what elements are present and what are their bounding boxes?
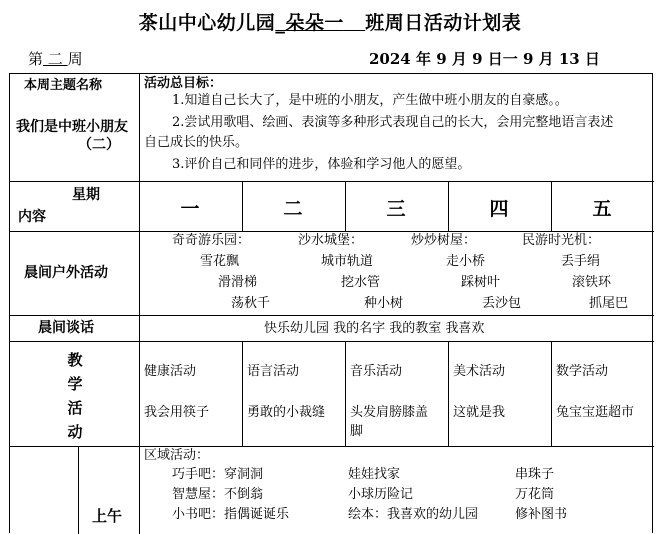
outdoor-item: 走小桥 — [446, 254, 486, 269]
weekday-label: 星期 — [72, 187, 100, 203]
subject-math: 数学活动 — [556, 364, 609, 379]
theme-sub: （二） — [78, 137, 120, 153]
theme-label: 本周主题名称 — [24, 78, 103, 93]
area-item: 小球历险记 — [348, 487, 414, 502]
outdoor-item: 雪花飘 — [200, 254, 240, 269]
area-item: 万花筒 — [515, 487, 555, 502]
subject-health: 健康活动 — [144, 364, 197, 379]
goal-3: 3.评价自己和同伴的进步，体验和学习他人的愿望。 — [172, 157, 471, 172]
subject-language: 语言活动 — [247, 364, 300, 379]
content-label: 内容 — [18, 209, 46, 225]
talk-label: 晨间谈话 — [38, 320, 94, 336]
area-item: 智慧屋：不倒翁 — [172, 487, 264, 502]
talk-content: 快乐幼儿园 我的名字 我的教室 我喜欢 — [264, 321, 485, 336]
goals-label: 活动总目标： — [144, 76, 223, 91]
outdoor-item: 抓尾巴 — [589, 296, 629, 311]
area-item: 娃娃找家 — [348, 467, 401, 482]
area-item: 串珠子 — [515, 467, 555, 482]
outdoor-area-3: 炒炒树屋： — [411, 233, 477, 248]
morning-label: 上午 — [92, 507, 123, 525]
area-label: 区域活动： — [144, 448, 210, 463]
activity-name: 这就是我 — [453, 405, 506, 420]
week-number: 第 二 周 — [28, 50, 83, 68]
area-item: 绘本：我喜欢的幼儿园 — [348, 507, 479, 522]
activity-name: 头发肩膀膝盖 — [350, 405, 429, 420]
theme-name: 我们是中班小朋友 — [16, 119, 128, 135]
activity-name-cont: 脚 — [350, 424, 364, 439]
day-wednesday: 三 — [386, 198, 406, 220]
outdoor-item: 荡秋千 — [231, 296, 271, 311]
goal-2a: 2.尝试用歌唱、绘画、表演等多种形式表现自己的长大，会用完整地语言表述 — [172, 115, 614, 130]
activity-name: 兔宝宝逛超市 — [556, 405, 635, 420]
area-item: 巧手吧：穿洞洞 — [172, 467, 264, 482]
outdoor-item: 踩树叶 — [461, 275, 501, 290]
outdoor-area-1: 奇奇游乐园： — [172, 233, 251, 248]
title-class: _朵朵一 — [275, 12, 344, 34]
day-friday: 五 — [592, 198, 612, 220]
date-range: 2024 年 9 月 9 日一 9 月 13 日 — [369, 50, 600, 68]
subject-art: 美术活动 — [453, 364, 506, 379]
outdoor-item: 城市轨道 — [321, 254, 374, 269]
subject-music: 音乐活动 — [350, 364, 403, 379]
area-item: 小书吧：指偶诞诞乐 — [172, 507, 290, 522]
title-rest: 班周日活动计划表 — [365, 12, 522, 34]
goal-2b: 自己成长的快乐。 — [144, 135, 249, 150]
page-title — [0, 8, 660, 35]
goal-1: 1.知道自己长大了，是中班的小朋友，产生做中班小朋友的自豪感。。 — [172, 93, 568, 108]
outdoor-area-2: 沙水城堡： — [298, 233, 364, 248]
day-tuesday: 二 — [283, 198, 303, 220]
outdoor-item: 丢沙包 — [482, 296, 522, 311]
outdoor-item: 种小树 — [364, 296, 404, 311]
outdoor-item: 丢手绢 — [561, 254, 601, 269]
outdoor-item: 滑滑梯 — [218, 275, 258, 290]
day-thursday: 四 — [489, 198, 509, 220]
area-item: 修补图书 — [515, 507, 568, 522]
outdoor-item: 滚铁环 — [572, 275, 612, 290]
outdoor-area-4: 民游时光机： — [522, 233, 601, 248]
outdoor-label: 晨间户外活动 — [24, 265, 108, 281]
activity-name: 我会用筷子 — [144, 405, 210, 420]
teaching-label: 教 学 活 动 — [67, 351, 83, 441]
activity-name: 勇敢的小裁缝 — [247, 405, 326, 420]
title-school: 茶山中心幼儿园 — [138, 12, 276, 34]
plan-table — [9, 73, 653, 533]
outdoor-item: 挖水管 — [341, 275, 381, 290]
day-monday: 一 — [180, 198, 200, 220]
